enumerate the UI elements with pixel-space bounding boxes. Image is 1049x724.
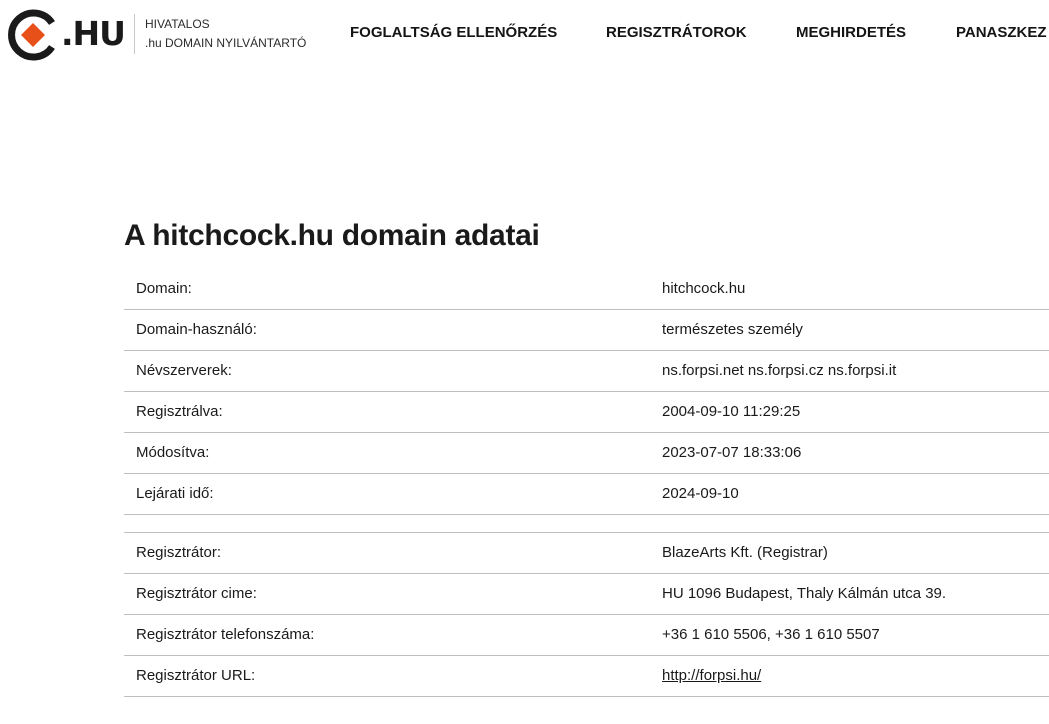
row-label: Regisztrátor cime: <box>136 585 257 602</box>
row-value: természetes személy <box>662 321 803 338</box>
row-value: ns.forpsi.net ns.forpsi.cz ns.forpsi.it <box>662 362 897 379</box>
row-label: Módosítva: <box>136 444 210 461</box>
table-row <box>124 433 1049 474</box>
table-row <box>124 351 1049 392</box>
row-label: Domain-használó: <box>136 321 257 338</box>
domain-details-table <box>124 269 1049 515</box>
nav-item-availability-check[interactable]: FOGLALTSÁG ELLENŐRZÉS <box>350 24 558 41</box>
table-row <box>124 392 1049 433</box>
table-row <box>124 310 1049 351</box>
nav-item-registrars[interactable]: REGISZTRÁTOROK <box>606 24 747 41</box>
site-header <box>0 0 1049 70</box>
row-value: 2023-07-07 18:33:06 <box>662 444 802 461</box>
table-row <box>124 474 1049 515</box>
logo-wordmark: .HU <box>61 14 125 53</box>
table-row <box>124 615 1049 656</box>
nav-item-announcement[interactable]: MEGHIRDETÉS <box>796 24 907 41</box>
table-row <box>124 269 1049 310</box>
row-value: hitchcock.hu <box>662 280 746 297</box>
registry-tagline-line1: HIVATALOS <box>145 17 210 31</box>
main-nav <box>0 23 1049 45</box>
registrar-details-table <box>124 532 1049 697</box>
row-label: Domain: <box>136 280 192 297</box>
nav-item-complaints[interactable]: PANASZKEZ <box>956 24 1047 41</box>
row-value: 2004-09-10 11:29:25 <box>662 403 801 420</box>
row-value: +36 1 610 5506, +36 1 610 5507 <box>662 626 880 643</box>
row-label: Regisztrátor telefonszáma: <box>136 626 315 643</box>
row-label: Regisztrálva: <box>136 403 223 420</box>
row-label: Regisztrátor: <box>136 544 222 561</box>
row-value: BlazeArts Kft. (Registrar) <box>662 544 828 561</box>
row-label: Regisztrátor URL: <box>136 667 256 684</box>
table-row <box>124 574 1049 615</box>
table-row <box>124 532 1049 574</box>
registrar-url-link[interactable]: http://forpsi.hu/ <box>662 667 762 684</box>
row-label: Névszerverek: <box>136 362 232 379</box>
row-value: HU 1096 Budapest, Thaly Kálmán utca 39. <box>662 585 947 602</box>
table-row <box>124 656 1049 697</box>
page-title: A hitchcock.hu domain adatai <box>124 219 540 252</box>
row-label: Lejárati idő: <box>136 485 214 502</box>
row-value: 2024-09-10 <box>662 485 739 502</box>
registry-tagline-line2: .hu DOMAIN NYILVÁNTARTÓ <box>145 36 307 50</box>
